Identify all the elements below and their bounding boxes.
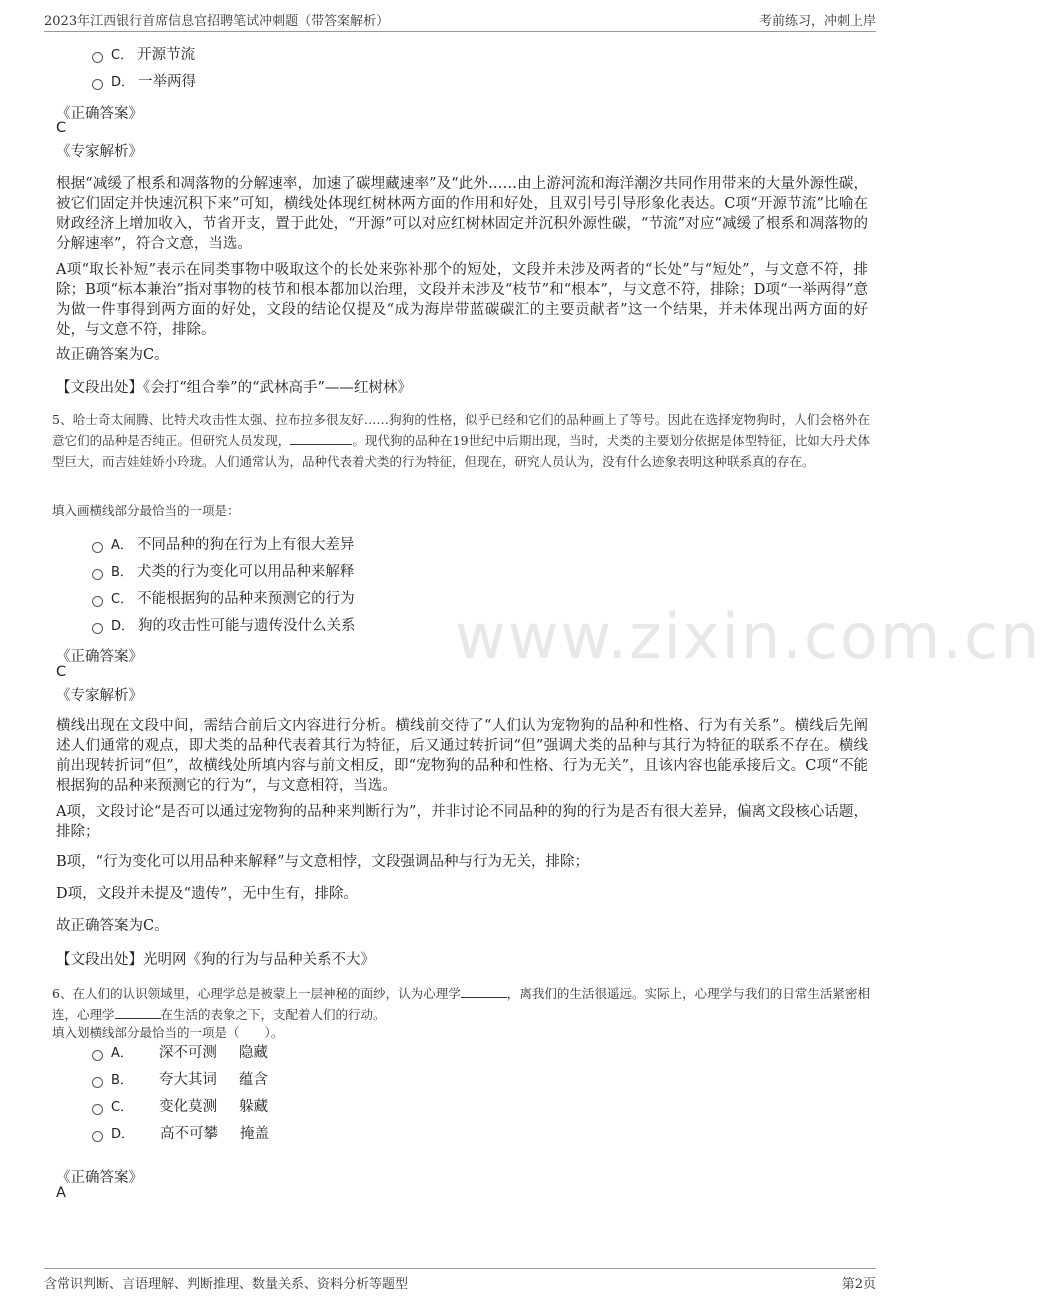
analysis-paragraph: B项，“行为变化可以用品种来解释”与文意相悖，文段强调品种与行为无关，排除； bbox=[56, 854, 589, 870]
analysis-paragraph: A项，文段讨论“是否可以通过宠物狗的品种来判断行为”，并非讨论不同品种的狗的行为是否有很大差异，偏离文段核心话题，排除； bbox=[56, 804, 868, 840]
radio-icon[interactable] bbox=[92, 596, 103, 607]
header-slogan: 考前练习，冲刺上岸 bbox=[758, 14, 876, 29]
radio-icon[interactable] bbox=[92, 1077, 103, 1088]
analysis-paragraph: A项“取长补短”表示在同类事物中吸取这个的长处来弥补那个的短处，文段并未涉及两者的“长处”与“短处”，与文意不符，排除；B项“标本兼治”指对事物的枝节和根本都加以治理，文段并未涉及“枝节”和“根本”，与文意不符，排除；D项“一举两得”意为做一件事得到两方面的好处，文段的结论仅提及“成为海岸带蓝碳碳汇的主要贡献者”这一个结果，并未体现出两方面的好处，与文意不符，排除。 bbox=[56, 262, 868, 338]
option-a[interactable]: A． 不同品种的狗在行为上有很大差异 bbox=[92, 534, 354, 556]
analysis-label: 《专家解析》 bbox=[56, 688, 143, 704]
answer-value: A bbox=[56, 1185, 66, 1201]
radio-icon[interactable] bbox=[92, 1050, 103, 1061]
radio-icon[interactable] bbox=[92, 1131, 103, 1142]
page-header bbox=[44, 8, 876, 32]
question-prompt: 填入画横线部分最恰当的一项是： bbox=[52, 503, 240, 518]
source-citation: 【文段出处】光明网《狗的行为与品种关系不大》 bbox=[56, 952, 375, 968]
analysis-conclusion: 故正确答案为C。 bbox=[56, 918, 169, 934]
answer-blank bbox=[461, 984, 507, 998]
answer-value: C bbox=[56, 120, 67, 136]
option-a[interactable]: A． 深不可测 隐藏 bbox=[92, 1042, 268, 1064]
answer-value: C bbox=[56, 664, 67, 680]
analysis-paragraph: D项，文段并未提及“遗传”，无中生有，排除。 bbox=[56, 886, 358, 902]
radio-icon[interactable] bbox=[92, 1104, 103, 1115]
answer-label: 《正确答案》 bbox=[56, 1170, 143, 1186]
watermark: www.zixin.com.cn bbox=[455, 600, 1041, 673]
option-d[interactable]: D． 一举两得 bbox=[92, 71, 196, 93]
option-c[interactable]: C． 不能根据狗的品种来预测它的行为 bbox=[92, 588, 355, 610]
radio-icon[interactable] bbox=[92, 569, 103, 580]
analysis-paragraph: 根据“减缓了根系和凋落物的分解速率，加速了碳埋藏速率”及“此外……由上游河流和海洋潮汐共同作用带来的大量外源性碳，被它们固定并快速沉积下来”可知，横线处体现红树林两方面的作用和好处，且双引号引导形象化表达。C项“开源节流”比喻在财政经济上增加收入，节省开支，置于此处，“开源”可以对应红树林固定并沉积外源性碳，“节流”对应“减缓了根系和凋落物的分解速率”，符合文意，当选。 bbox=[56, 176, 868, 252]
answer-blank bbox=[115, 1005, 161, 1019]
analysis-paragraph: 横线出现在文段中间，需结合前后文内容进行分析。横线前交待了“人们认为宠物狗的品种和性格、行为有关系”。横线后先阐述人们通常的观点，即犬类的品种代表着其行为特征，后又通过转折词“但”强调犬类的品种与其行为特征的联系不存在。横线前出现转折词“但”，故横线处所填内容与前文相反，即“宠物狗的品种和性格、行为无关”，且该内容也能承接后文。C项“不能根据狗的品种来预测它的行为”，与文意相符，当选。 bbox=[56, 718, 868, 794]
page-footer bbox=[44, 1268, 876, 1292]
page-number: 第2页 bbox=[841, 1277, 876, 1292]
source-citation: 【文段出处】《会打“组合拳”的“武林高手”——红树林》 bbox=[56, 380, 412, 396]
option-c[interactable]: C． 开源节流 bbox=[92, 44, 195, 66]
question-stem: 5、哈士奇太闹腾、比特犬攻击性太强、拉布拉多很友好……狗狗的性格，似乎已经和它们的品种画上了等号。因此在选择宠物狗时，人们会格外在意它们的品种是否纯正。但研究人员发现， 。现代狗的品种在19世纪中后期出现，当时，犬类的主要划分依据是体型特征，比如大丹犬体型巨大，而吉娃娃娇小玲珑。人们通常认为，品种代表着犬类的行为特征，但现在，研究人员认为，没有什么迹象表明这种联系真的存在。 bbox=[52, 412, 870, 469]
radio-icon[interactable] bbox=[92, 623, 103, 634]
question-prompt: 填入划横线部分最恰当的一项是（ ）。 bbox=[52, 1025, 284, 1040]
radio-icon[interactable] bbox=[92, 52, 103, 63]
radio-icon[interactable] bbox=[92, 79, 103, 90]
document-title: 2023年江西银行首席信息官招聘笔试冲刺题（带答案解析） bbox=[44, 14, 390, 29]
option-d[interactable]: D． 高不可攀 掩盖 bbox=[92, 1123, 269, 1145]
option-b[interactable]: B． 夸大其词 蕴含 bbox=[92, 1069, 268, 1091]
answer-label: 《正确答案》 bbox=[56, 106, 143, 122]
question-stem: 6、在人们的认识领域里，心理学总是被蒙上一层神秘的面纱，认为心理学 ，离我们的生活很遥远。实际上，心理学与我们的日常生活紧密相连，心理学 在生活的表象之下，支配着人们的行动。 bbox=[52, 986, 870, 1022]
analysis-conclusion: 故正确答案为C。 bbox=[56, 347, 169, 363]
option-b[interactable]: B． 犬类的行为变化可以用品种来解释 bbox=[92, 561, 354, 583]
option-d[interactable]: D． 狗的攻击性可能与遗传没什么关系 bbox=[92, 615, 356, 637]
footer-topics: 含常识判断、言语理解、判断推理、数量关系、资料分析等题型 bbox=[44, 1277, 409, 1292]
answer-label: 《正确答案》 bbox=[56, 649, 143, 665]
answer-blank bbox=[290, 431, 352, 445]
option-c[interactable]: C． 变化莫测 躲藏 bbox=[92, 1096, 268, 1118]
radio-icon[interactable] bbox=[92, 542, 103, 553]
analysis-label: 《专家解析》 bbox=[56, 144, 143, 160]
